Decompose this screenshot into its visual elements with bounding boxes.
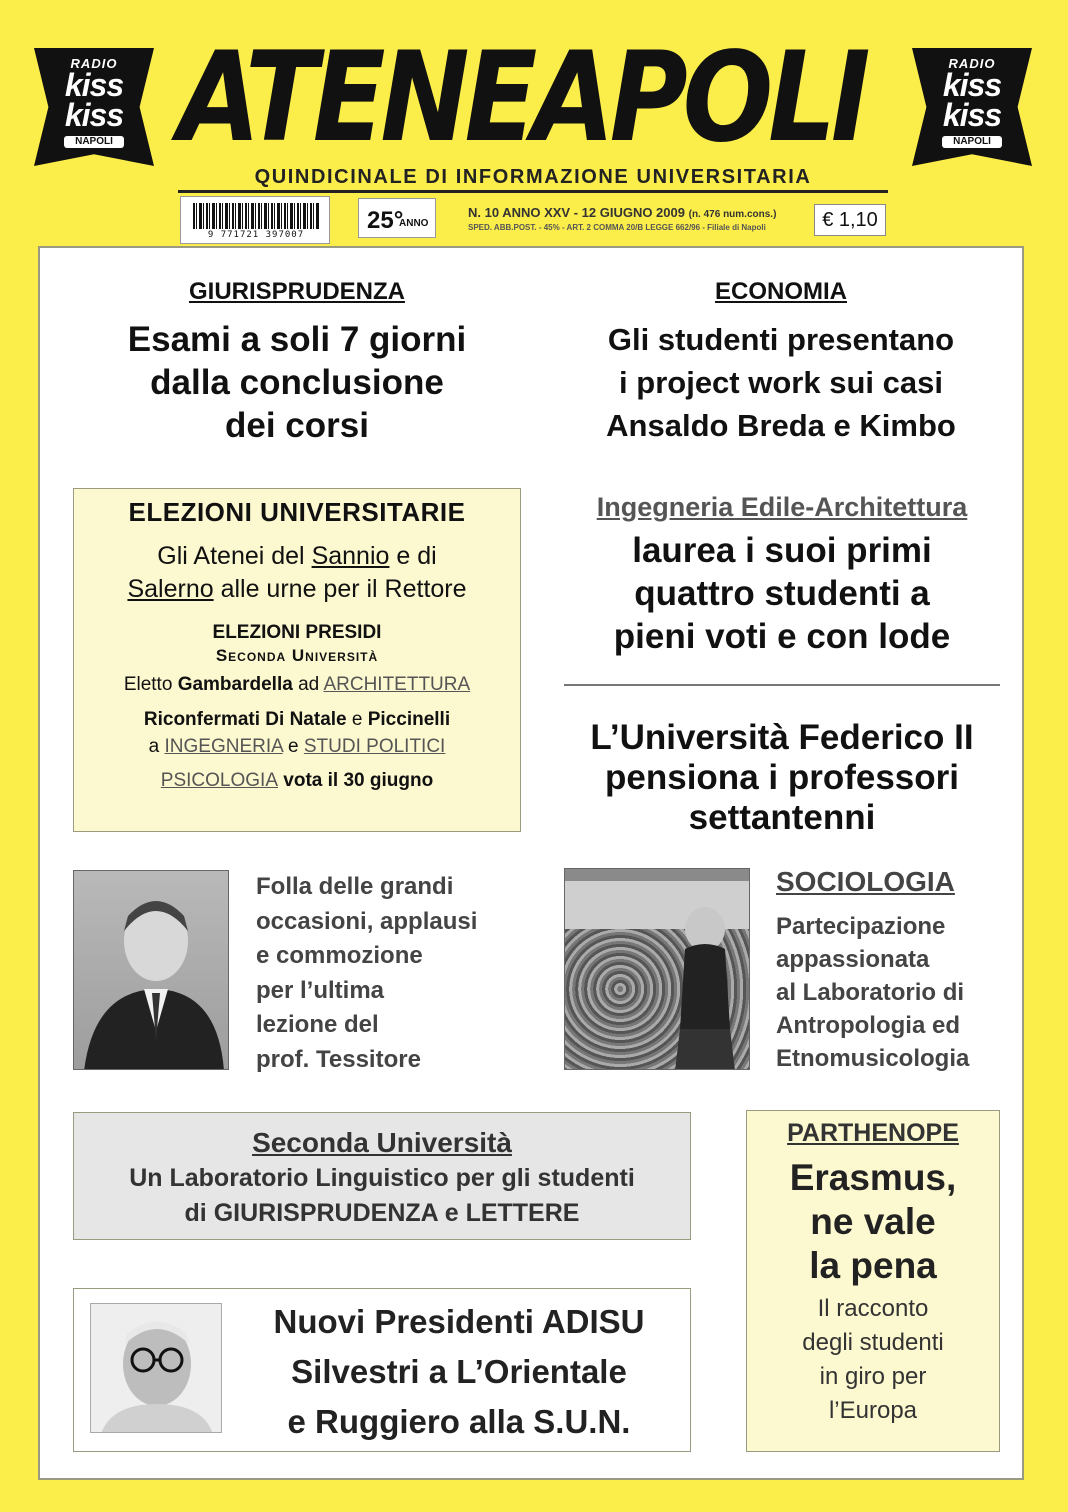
adisu-photo[interactable] [90,1303,222,1433]
anniversary-label: ANNO [399,218,429,229]
crowd-image [565,869,750,1070]
body-line: al Laboratorio di [776,979,965,1006]
barcode-bars [193,203,319,229]
article-headline [40,318,554,447]
text-fragment: vota il 30 giugno [278,770,434,791]
tessitore-article[interactable] [256,870,516,1077]
article-headline [234,1297,684,1447]
article-body [776,910,1016,1075]
body-line: prof. Tessitore [256,1045,421,1073]
section-kicker: PARTHENOPE [787,1119,959,1147]
headline-line: settantenni [688,798,876,837]
napoli-label: NAPOLI [942,136,1002,148]
headline-line: pensiona i professori [605,758,959,797]
radio-kiss-kiss-logo-right [912,48,1032,166]
text-fragment: Di Natale [265,709,347,730]
portrait-image [74,871,229,1070]
section-kicker: GIURISPRUDENZA [188,278,405,305]
psicologia-link[interactable]: PSICOLOGIA [160,770,278,791]
ingegneria-article[interactable] [558,492,1006,658]
body-line: Antropologia ed [776,1012,960,1039]
body-line: e commozione [256,942,423,969]
body-line: Folla delle grandi [256,873,454,900]
barcode [180,196,330,244]
headline-line: pieni voti e con lode [613,617,951,656]
headline-line: dei corsi [225,406,369,445]
headline-line: dalla conclusione [150,363,444,402]
kiss-label: kiss [942,97,1002,133]
body-line: l’Europa [828,1397,918,1424]
body-line: in giro per [819,1363,927,1390]
text-fragment: Riconfermati [143,709,266,730]
kiss-label: kiss [942,67,1002,103]
article-headline [540,318,1022,447]
headline-line: Erasmus, [789,1157,957,1198]
body-line: lezione del [256,1011,379,1038]
adisu-box[interactable] [73,1288,691,1452]
portrait-image [91,1304,222,1433]
sannio-link[interactable]: Sannio [311,542,390,570]
anniversary-number: 25° [367,207,404,234]
psicologia-line [74,770,520,792]
radio-label: RADIO [948,56,996,71]
body-line: Il racconto [817,1295,929,1322]
headline-line: laurea i suoi primi [632,531,932,570]
article-subtitle [747,1292,999,1428]
sociologia-photo[interactable] [564,868,750,1070]
body-line: degli studenti [802,1329,944,1356]
riconfermati-line [74,706,520,760]
section-divider [564,684,1000,686]
body-line: Etnomusicologia [776,1045,970,1072]
barcode-digits: 9 771721 397007 [207,230,305,240]
tagline: QUINDICINALE DI INFORMAZIONE UNIVERSITARIA [254,166,812,188]
headline-line: ne vale [810,1201,936,1242]
headline-line: quattro studenti a [634,574,930,613]
elezioni-title: ELEZIONI UNIVERSITARIE [128,497,466,527]
headline-line: di GIURISPRUDENZA e LETTERE [184,1199,580,1227]
headline-line: Silvestri a L’Orientale [291,1353,627,1390]
text-fragment: Piccinelli [367,709,451,730]
presidi-subtitle: Seconda Università [215,646,379,665]
section-kicker: Ingegneria Edile-Architettura [596,492,968,522]
text-fragment: a [148,736,165,757]
section-kicker: Seconda Università [252,1127,512,1158]
text-fragment: Gambardella [177,674,293,695]
elezioni-box[interactable] [73,488,521,832]
parthenope-box[interactable] [746,1110,1000,1452]
front-page-panel [38,246,1024,1480]
kiss-label: kiss [64,97,124,133]
eletto-line [74,674,520,696]
article-headline [74,1161,690,1231]
text-fragment: e [282,736,304,757]
radio-kiss-kiss-logo-left [34,48,154,166]
sociologia-article[interactable] [776,866,1016,1075]
section-kicker: ECONOMIA [715,278,847,305]
headline-line: Un Laboratorio Linguistico per gli studenti [129,1164,635,1192]
article-headline [747,1156,999,1288]
text-fragment: ad [292,674,324,695]
headline-line: e Ruggiero alla S.U.N. [287,1403,631,1440]
logo-text: ATENEAPOLI [178,26,866,170]
elezioni-rettore-text [74,540,520,606]
ateneapoli-logo [178,26,890,170]
postal-info: SPED. ABB.POST. - 45% - ART. 2 COMMA 20/B LEGGE 662/96 - Filiale di Napoli [468,223,766,232]
headline-line: Esami a soli 7 giorni [127,320,467,359]
headline-line: Ansaldo Breda e Kimbo [606,408,956,443]
headline-line: i project work sui casi [619,365,943,400]
body-line: appassionata [776,946,930,973]
presidi-title: ELEZIONI PRESIDI [212,622,382,643]
issue-info [468,205,808,220]
economia-article[interactable] [540,278,1022,447]
issue-number: N. 10 ANNO XXV - 12 GIUGNO 2009 [468,205,685,220]
studi-politici-link[interactable]: STUDI POLITICI [303,736,446,757]
text-fragment: Eletto [123,674,178,695]
giurisprudenza-article[interactable] [40,278,554,447]
headline-line: la pena [809,1245,937,1286]
napoli-label: NAPOLI [64,136,124,148]
body-line: Partecipazione [776,913,946,940]
federico-ii-article[interactable] [548,718,1016,838]
issue-note: (n. 476 num.cons.) [688,209,777,220]
text-fragment: Gli Atenei del [157,542,312,570]
architettura-link[interactable]: ARCHITETTURA [323,674,471,695]
article-headline [558,529,1006,658]
text-fragment: e di [389,542,437,570]
salerno-link[interactable]: Salerno [127,575,214,603]
ingegneria-link[interactable]: INGEGNERIA [164,736,283,757]
seconda-universita-box[interactable] [73,1112,691,1240]
tessitore-photo[interactable] [73,870,229,1070]
body-line: occasioni, applausi [256,907,478,935]
body-line: per l’ultima [256,976,385,1004]
anniversary-badge [358,198,436,238]
tagline-rule [178,190,888,193]
article-headline [548,718,1016,838]
headline-line: Nuovi Presidenti ADISU [273,1303,645,1340]
radio-label: RADIO [70,56,118,71]
kiss-label: kiss [64,67,124,103]
headline-line: Gli studenti presentano [607,322,955,357]
price-badge: € 1,10 [814,204,886,236]
text-fragment: alle urne per il Rettore [213,575,467,603]
headline-line: L’Università Federico II [590,718,974,757]
section-kicker: SOCIOLOGIA [776,866,955,897]
text-fragment: e [346,709,368,730]
